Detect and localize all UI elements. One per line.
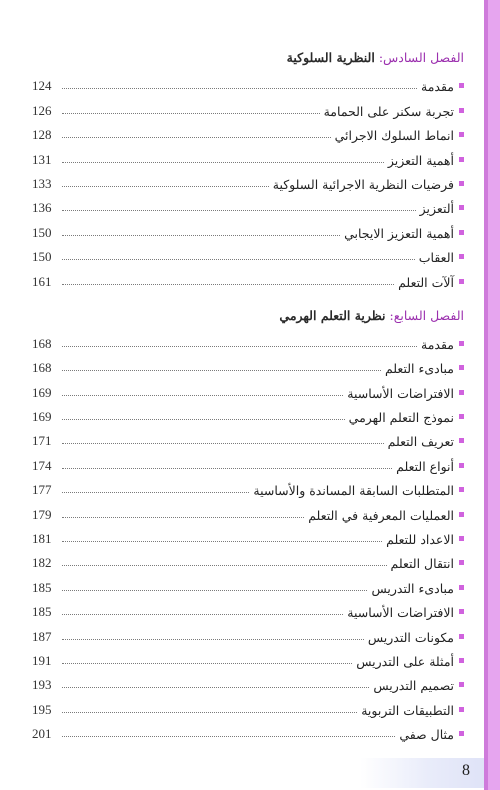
toc-entry-label: أهمية التعزيز: [387, 152, 454, 168]
toc-entry-page: 191: [32, 652, 52, 668]
dot-leader: [62, 395, 343, 396]
toc-entry-page: 169: [32, 409, 52, 425]
toc-entry-page: 169: [32, 384, 52, 400]
toc-entry[interactable]: [32, 449, 464, 473]
page-edge-band: [484, 0, 500, 790]
toc-entry-page: 124: [32, 78, 52, 94]
toc-entry-label: مبادىء التعلم: [384, 361, 454, 377]
toc-entry-page: 187: [32, 628, 52, 644]
dot-leader: [62, 517, 304, 518]
bullet-square-icon: [459, 682, 464, 687]
toc-entry-label: مكونات التدريس: [367, 629, 454, 645]
toc-entry-page: 168: [32, 360, 52, 376]
toc-entry-label: ألتعزيز: [419, 201, 454, 217]
toc-entry[interactable]: [32, 669, 464, 693]
toc-entry-page: 136: [32, 200, 52, 216]
dot-leader: [62, 186, 269, 187]
toc-entry-page: 182: [32, 555, 52, 571]
dot-leader: [62, 687, 369, 688]
toc-entry-label: مثال صفي: [399, 727, 454, 743]
toc-entry[interactable]: [32, 596, 464, 620]
toc-entry-page: 150: [32, 224, 52, 240]
table-of-contents: [32, 46, 464, 742]
bullet-square-icon: [459, 365, 464, 370]
bullet-square-icon: [459, 731, 464, 736]
toc-entry-label: مبادىء التدريس: [371, 580, 454, 596]
toc-entry[interactable]: [32, 192, 464, 216]
toc-entry-label: العمليات المعرفية في التعلم: [308, 507, 454, 523]
dot-leader: [62, 113, 320, 114]
toc-entry[interactable]: [32, 547, 464, 571]
bullet-square-icon: [459, 609, 464, 614]
bullet-square-icon: [459, 230, 464, 235]
toc-entry-page: 131: [32, 151, 52, 167]
toc-entry-label: الاعداد للتعلم: [386, 532, 454, 548]
toc-entry[interactable]: [32, 474, 464, 498]
toc-entry-label: انتقال التعلم: [390, 556, 454, 572]
toc-entry-label: مقدمة: [421, 336, 454, 352]
dot-leader: [62, 284, 394, 285]
toc-entry[interactable]: [32, 645, 464, 669]
toc-entry-page: 150: [32, 249, 52, 265]
bullet-square-icon: [459, 83, 464, 88]
toc-entry-label: العقاب: [418, 250, 454, 266]
toc-entry[interactable]: [32, 401, 464, 425]
chapter-6-title: النظرية السلوكية: [286, 50, 375, 65]
dot-leader: [62, 210, 416, 211]
bullet-square-icon: [459, 108, 464, 113]
bullet-square-icon: [459, 132, 464, 137]
chapter-6-entries: [32, 70, 464, 290]
toc-entry-label: المتطلبات السابقة المساندة والأساسية: [253, 483, 454, 499]
bullet-square-icon: [459, 205, 464, 210]
dot-leader: [62, 492, 249, 493]
dot-leader: [62, 346, 417, 347]
toc-entry-page: 133: [32, 175, 52, 191]
toc-entry[interactable]: [32, 143, 464, 167]
toc-entry-page: 193: [32, 677, 52, 693]
dot-leader: [62, 468, 392, 469]
toc-entry-page: 181: [32, 531, 52, 547]
dot-leader: [62, 137, 331, 138]
bullet-square-icon: [459, 341, 464, 346]
toc-entry[interactable]: [32, 425, 464, 449]
toc-entry-page: 128: [32, 127, 52, 143]
toc-entry-label: الافتراضات الأساسية: [347, 385, 454, 401]
toc-entry-label: أهمية التعزيز الايجابي: [344, 225, 454, 241]
bullet-square-icon: [459, 487, 464, 492]
bullet-square-icon: [459, 254, 464, 259]
bullet-square-icon: [459, 658, 464, 663]
chapter-7-heading: [32, 304, 464, 328]
toc-entry-page: 168: [32, 335, 52, 351]
bullet-square-icon: [459, 634, 464, 639]
dot-leader: [62, 541, 382, 542]
toc-entry-page: 179: [32, 506, 52, 522]
dot-leader: [62, 663, 352, 664]
dot-leader: [62, 590, 367, 591]
toc-entry[interactable]: [32, 119, 464, 143]
toc-entry-label: مقدمة: [421, 79, 454, 95]
dot-leader: [62, 443, 384, 444]
bullet-square-icon: [459, 157, 464, 162]
toc-entry-label: فرضيات النظرية الاجرائية السلوكية: [272, 176, 454, 192]
bullet-square-icon: [459, 585, 464, 590]
toc-entry[interactable]: [32, 352, 464, 376]
toc-entry-page: 177: [32, 482, 52, 498]
dot-leader: [62, 419, 345, 420]
chapter-7-entries: [32, 328, 464, 743]
toc-entry-label: أنواع التعلم: [396, 458, 454, 474]
toc-entry[interactable]: [32, 70, 464, 94]
toc-entry-page: 171: [32, 433, 52, 449]
dot-leader: [62, 565, 387, 566]
bullet-square-icon: [459, 390, 464, 395]
toc-entry-label: تجربة سكنر على الحمامة: [323, 103, 454, 119]
dot-leader: [62, 370, 381, 371]
chapter-6-heading: [32, 46, 464, 70]
dot-leader: [62, 614, 343, 615]
toc-entry-page: 126: [32, 102, 52, 118]
toc-entry-page: 161: [32, 273, 52, 289]
page-number: 8: [462, 762, 470, 779]
chapter-6-prefix: الفصل السادس:: [378, 50, 464, 65]
toc-entry-label: نموذج التعلم الهرمي: [348, 410, 454, 426]
toc-entry[interactable]: [32, 620, 464, 644]
toc-entry-page: 201: [32, 726, 52, 742]
toc-entry[interactable]: [32, 571, 464, 595]
dot-leader: [62, 235, 340, 236]
toc-entry-page: 195: [32, 701, 52, 717]
toc-entry[interactable]: [32, 216, 464, 240]
dot-leader: [62, 712, 357, 713]
dot-leader: [62, 162, 384, 163]
toc-entry-label: آلآت التعلم: [398, 274, 454, 290]
toc-entry[interactable]: [32, 94, 464, 118]
bullet-square-icon: [459, 707, 464, 712]
dot-leader: [62, 639, 364, 640]
toc-entry-label: تعريف التعلم: [387, 434, 454, 450]
toc-entry[interactable]: [32, 241, 464, 265]
toc-entry-label: الافتراضات الأساسية: [347, 605, 454, 621]
toc-entry-page: 174: [32, 457, 52, 473]
toc-entry[interactable]: [32, 328, 464, 352]
dot-leader: [62, 736, 395, 737]
toc-entry-page: 185: [32, 579, 52, 595]
toc-entry[interactable]: [32, 376, 464, 400]
toc-entry[interactable]: [32, 168, 464, 192]
toc-entry-page: 185: [32, 604, 52, 620]
bullet-square-icon: [459, 279, 464, 284]
bullet-square-icon: [459, 536, 464, 541]
bullet-square-icon: [459, 414, 464, 419]
toc-entry-label: تصميم التدريس: [373, 678, 454, 694]
toc-entry[interactable]: [32, 498, 464, 522]
toc-entry[interactable]: [32, 693, 464, 717]
bullet-square-icon: [459, 560, 464, 565]
toc-entry[interactable]: [32, 718, 464, 742]
dot-leader: [62, 88, 417, 89]
toc-entry[interactable]: [32, 523, 464, 547]
bullet-square-icon: [459, 512, 464, 517]
chapter-7-title: نظرية التعلم الهرمي: [279, 307, 386, 323]
bullet-square-icon: [459, 181, 464, 186]
toc-entry-label: أمثلة على التدريس: [356, 653, 454, 669]
toc-entry-label: التطبيقات التربوية: [361, 702, 454, 718]
chapter-7-prefix: الفصل السابع:: [389, 307, 464, 323]
toc-entry-label: انماط السلوك الاجرائي: [334, 128, 454, 144]
dot-leader: [62, 259, 415, 260]
bullet-square-icon: [459, 438, 464, 443]
bullet-square-icon: [459, 463, 464, 468]
toc-entry[interactable]: [32, 265, 464, 289]
